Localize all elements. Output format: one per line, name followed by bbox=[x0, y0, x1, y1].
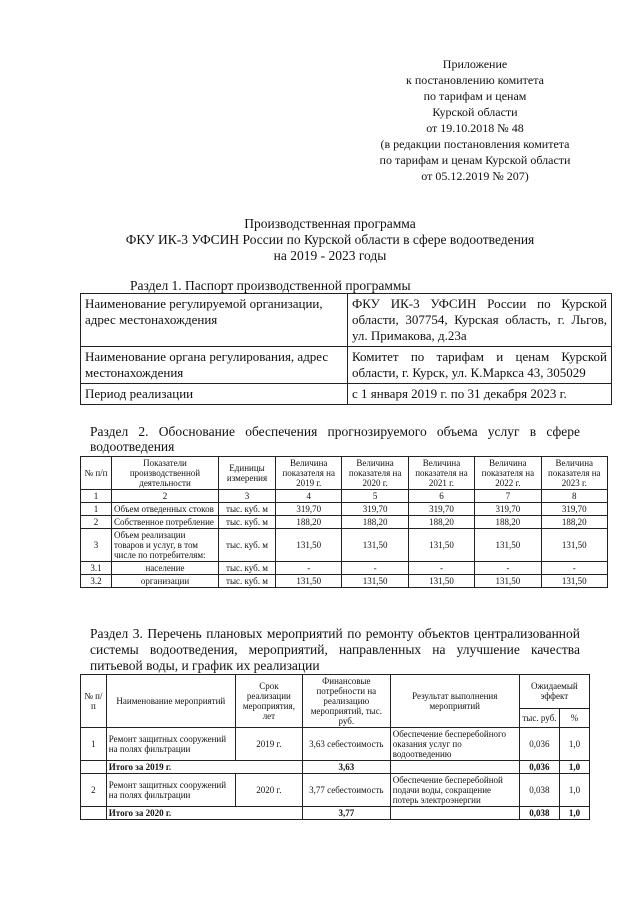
table-row bbox=[81, 774, 590, 807]
table-row bbox=[81, 575, 608, 588]
table-cell: 319,70 bbox=[475, 503, 541, 516]
table-cell: - bbox=[541, 562, 607, 575]
table-cell: 2020 г. bbox=[235, 774, 302, 807]
table-cell: 3 bbox=[81, 529, 112, 562]
table-cell: 2 bbox=[81, 774, 107, 807]
column-header: Показатели производственной деятельности bbox=[112, 457, 219, 490]
section1-heading: Раздел 1. Паспорт производственной программы bbox=[130, 278, 411, 293]
table-row bbox=[81, 294, 612, 347]
passport-value: с 1 января 2019 г. по 31 декабря 2023 г. bbox=[348, 384, 612, 405]
section3-heading: Раздел 3. Перечень плановых мероприятий по ремонту объектов централизованной системы водоотведения, мероприятий, направленных на улучшение качества питьевой воды, и график их реализации bbox=[90, 626, 580, 673]
table-cell bbox=[81, 761, 107, 774]
table-cell: 0,038 bbox=[519, 807, 559, 820]
table-cell: 131,50 bbox=[475, 529, 541, 562]
title-line: на 2019 - 2023 годы bbox=[273, 248, 387, 263]
table-row bbox=[81, 562, 608, 575]
column-number: 7 bbox=[475, 490, 541, 503]
table-cell: тыс. куб. м bbox=[219, 516, 276, 529]
table-cell: Объем отведенных стоков bbox=[112, 503, 219, 516]
column-number: 1 bbox=[81, 490, 112, 503]
table-cell: тыс. куб. м bbox=[219, 562, 276, 575]
table-cell bbox=[390, 807, 519, 820]
table-cell: 3.2 bbox=[81, 575, 112, 588]
table-header-row bbox=[81, 675, 590, 709]
column-number: 8 bbox=[541, 490, 607, 503]
table-cell: организации bbox=[112, 575, 219, 588]
table-cell: Собственное потребление bbox=[112, 516, 219, 529]
table-cell: 319,70 bbox=[342, 503, 408, 516]
measures-table bbox=[80, 674, 590, 820]
column-header: тыс. руб. bbox=[519, 708, 559, 727]
table-row bbox=[81, 384, 612, 405]
appendix-line: Приложение bbox=[442, 57, 508, 71]
table-row bbox=[81, 516, 608, 529]
table-row bbox=[81, 347, 612, 384]
appendix-line: Курской области bbox=[432, 105, 518, 119]
table-cell: население bbox=[112, 562, 219, 575]
table-cell: 131,50 bbox=[541, 529, 607, 562]
table-cell: 3.1 bbox=[81, 562, 112, 575]
table-cell: 319,70 bbox=[541, 503, 607, 516]
table-cell: - bbox=[408, 562, 474, 575]
table-cell: 1,0 bbox=[560, 807, 590, 820]
table-cell: 1 bbox=[81, 503, 112, 516]
table-cell: 131,50 bbox=[475, 575, 541, 588]
table-cell: 188,20 bbox=[342, 516, 408, 529]
column-number: 4 bbox=[276, 490, 342, 503]
table-cell: Объем реализации товаров и услуг, в том числе по потребителям: bbox=[112, 529, 219, 562]
column-header: Наименование мероприятий bbox=[106, 675, 235, 728]
appendix-line: от 05.12.2019 № 207) bbox=[421, 169, 529, 183]
table-cell: - bbox=[342, 562, 408, 575]
column-header: Величина показателя на 2022 г. bbox=[475, 457, 541, 490]
table-number-row bbox=[81, 490, 608, 503]
table-cell: 319,70 bbox=[276, 503, 342, 516]
column-number: 2 bbox=[112, 490, 219, 503]
column-number: 5 bbox=[342, 490, 408, 503]
table-cell: 0,036 bbox=[519, 761, 559, 774]
column-header: Срок реализации мероприятия, лет bbox=[235, 675, 302, 728]
title-line: Производственная программа bbox=[244, 216, 416, 231]
table-cell: 1,0 bbox=[560, 774, 590, 807]
document-title bbox=[60, 216, 600, 264]
column-header: Финансовые потребности на реализацию мероприятий, тыс. руб. bbox=[302, 675, 390, 728]
table-cell: 2019 г. bbox=[235, 728, 302, 761]
column-header: № п/п bbox=[81, 675, 107, 728]
table-cell: тыс. куб. м bbox=[219, 503, 276, 516]
table-cell: 188,20 bbox=[541, 516, 607, 529]
passport-value: Комитет по тарифам и ценам Курской области, г. Курск, ул. К.Маркса 43, 305029 bbox=[348, 347, 612, 384]
table-cell: тыс. куб. м bbox=[219, 529, 276, 562]
total-label: Итого за 2019 г. bbox=[106, 761, 302, 774]
table-cell: 1,0 bbox=[560, 761, 590, 774]
table-cell: 131,50 bbox=[276, 575, 342, 588]
title-line: ФКУ ИК-3 УФСИН России по Курской области в сфере водоотведения bbox=[125, 232, 535, 247]
column-header: № п/п bbox=[81, 457, 112, 490]
table-cell: 131,50 bbox=[408, 529, 474, 562]
table-cell: 0,038 bbox=[519, 774, 559, 807]
table-cell: Ремонт защитных сооружений на полях фильтрации bbox=[106, 728, 235, 761]
column-header: Результат выполнения мероприятий bbox=[390, 675, 519, 728]
column-header: Величина показателя на 2023 г. bbox=[541, 457, 607, 490]
table-cell: 131,50 bbox=[342, 529, 408, 562]
table-cell bbox=[390, 761, 519, 774]
column-header: Величина показателя на 2019 г. bbox=[276, 457, 342, 490]
appendix-line: от 19.10.2018 № 48 bbox=[426, 121, 524, 135]
table-row bbox=[81, 728, 590, 761]
table-cell: 3,63 bbox=[302, 761, 390, 774]
table-cell: - bbox=[276, 562, 342, 575]
table-cell: тыс. куб. м bbox=[219, 575, 276, 588]
passport-value: ФКУ ИК-3 УФСИН России по Курской области, 307754, Курская область, г. Льгов, ул. Примакова, д.23а bbox=[348, 294, 612, 347]
column-number: 6 bbox=[408, 490, 474, 503]
volume-table bbox=[80, 456, 608, 588]
appendix-block bbox=[330, 56, 620, 184]
total-row bbox=[81, 761, 590, 774]
table-cell: Обеспечение бесперебойной подачи воды, сокращение потерь электроэнергии bbox=[390, 774, 519, 807]
column-number: 3 bbox=[219, 490, 276, 503]
total-row bbox=[81, 807, 590, 820]
total-label: Итого за 2020 г. bbox=[106, 807, 302, 820]
appendix-line: к постановлению комитета bbox=[406, 73, 544, 87]
table-cell: 131,50 bbox=[342, 575, 408, 588]
passport-label: Наименование регулируемой организации, адрес местонахождения bbox=[81, 294, 348, 347]
table-cell: 131,50 bbox=[276, 529, 342, 562]
table-row bbox=[81, 503, 608, 516]
table-cell: 3,77 себестоимость bbox=[302, 774, 390, 807]
table-cell: 0,036 bbox=[519, 728, 559, 761]
table-cell: 188,20 bbox=[475, 516, 541, 529]
table-cell: 319,70 bbox=[408, 503, 474, 516]
passport-table bbox=[80, 293, 612, 405]
column-header: Ожидаемый эффект bbox=[519, 675, 589, 709]
table-cell: 188,20 bbox=[408, 516, 474, 529]
passport-label: Период реализации bbox=[81, 384, 348, 405]
table-cell bbox=[81, 807, 107, 820]
column-header: % bbox=[560, 708, 590, 727]
table-cell: 188,20 bbox=[276, 516, 342, 529]
column-header: Единицы измерения bbox=[219, 457, 276, 490]
table-cell: 1 bbox=[81, 728, 107, 761]
table-cell: 3,63 себестоимость bbox=[302, 728, 390, 761]
table-cell: Ремонт защитных сооружений на полях фильтрации bbox=[106, 774, 235, 807]
table-cell: 131,50 bbox=[408, 575, 474, 588]
passport-label: Наименование органа регулирования, адрес местонахождения bbox=[81, 347, 348, 384]
table-cell: Обеспечение бесперебойного оказания услуг по водоотведению bbox=[390, 728, 519, 761]
table-cell: - bbox=[475, 562, 541, 575]
appendix-line: по тарифам и ценам bbox=[423, 89, 527, 103]
appendix-line: по тарифам и ценам Курской области bbox=[379, 153, 571, 167]
column-header: Величина показателя на 2020 г. bbox=[342, 457, 408, 490]
section2-heading: Раздел 2. Обоснование обеспечения прогнозируемого объема услуг в сфере водоотведения bbox=[90, 424, 580, 454]
column-header: Величина показателя на 2021 г. bbox=[408, 457, 474, 490]
table-cell: 3,77 bbox=[302, 807, 390, 820]
table-row bbox=[81, 529, 608, 562]
appendix-line: (в редакции постановления комитета bbox=[380, 137, 570, 151]
table-cell: 131,50 bbox=[541, 575, 607, 588]
table-cell: 1,0 bbox=[560, 728, 590, 761]
table-header-row bbox=[81, 457, 608, 490]
table-cell: 2 bbox=[81, 516, 112, 529]
